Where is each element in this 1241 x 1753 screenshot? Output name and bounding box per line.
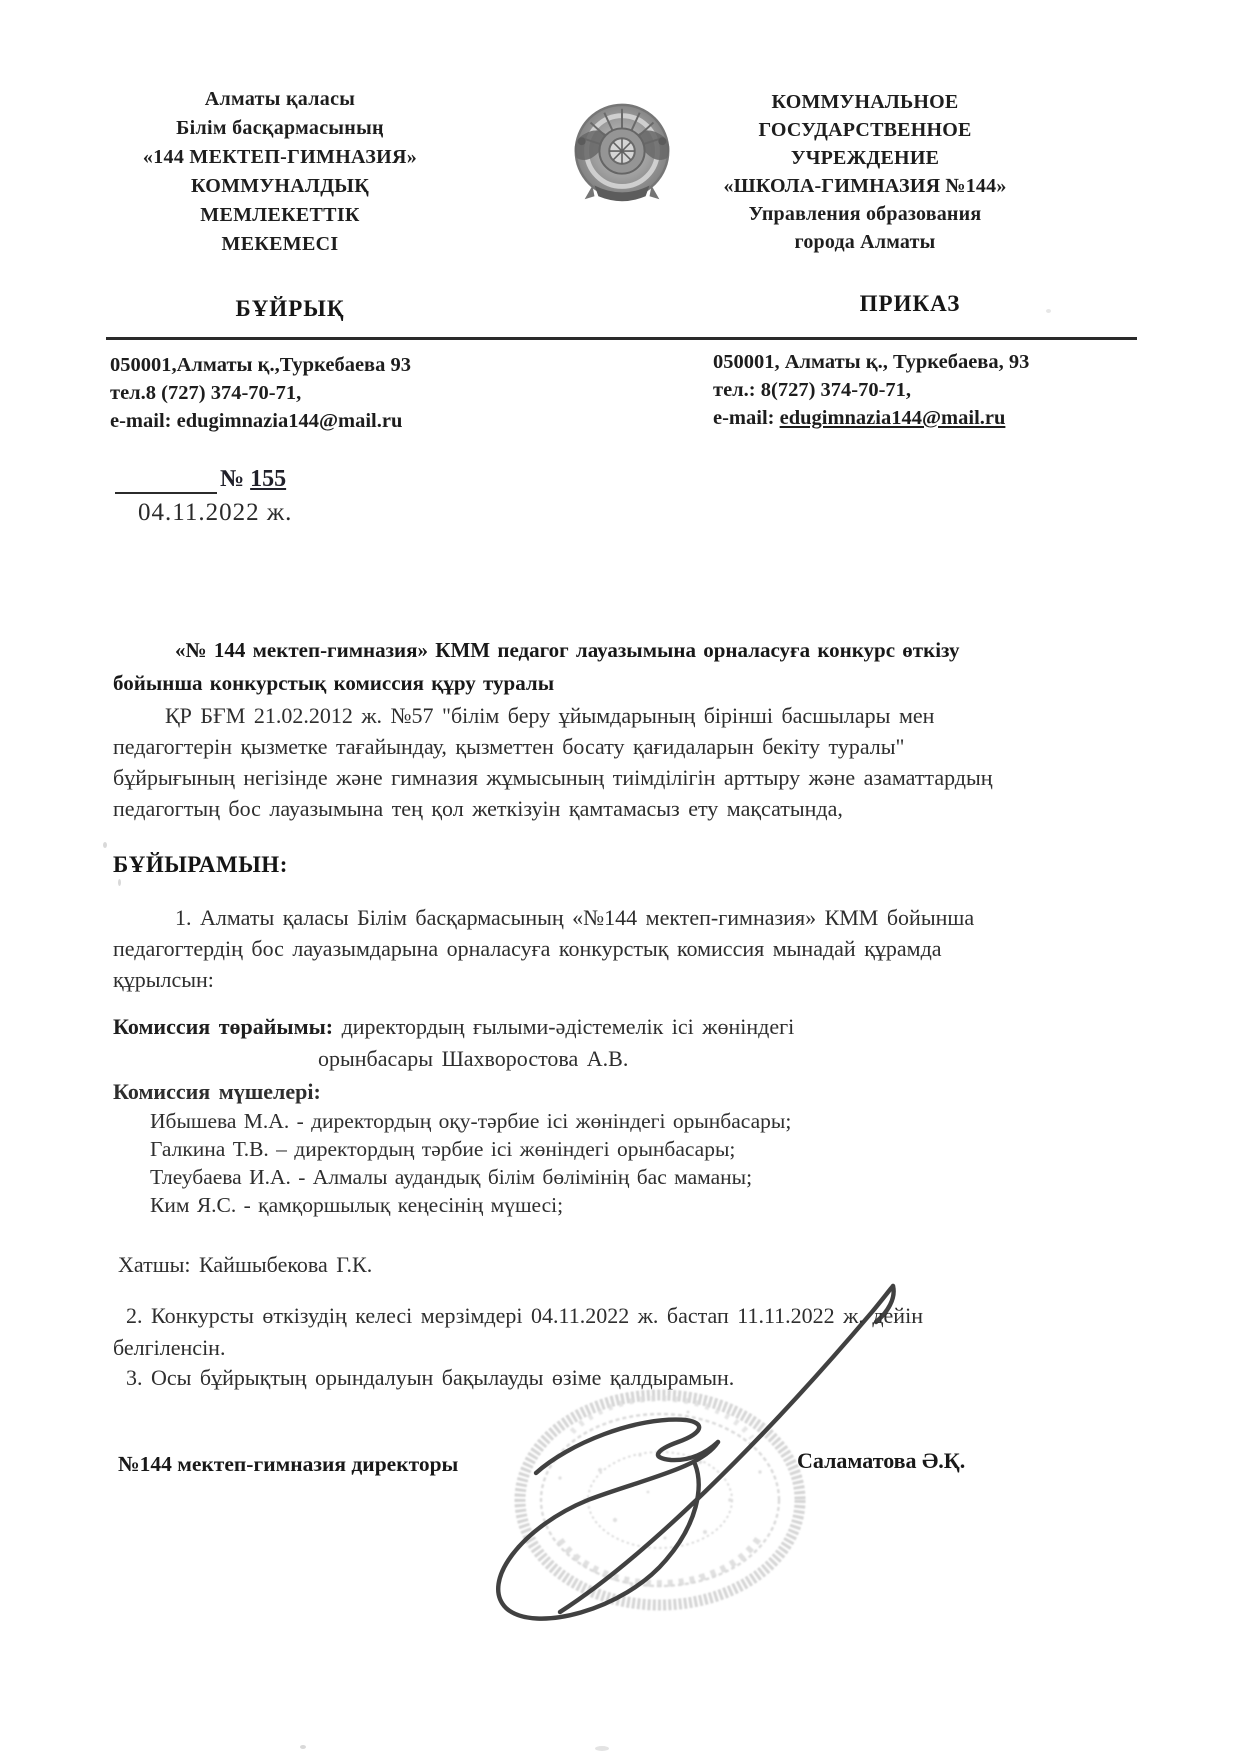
number-value: 155: [250, 466, 287, 492]
org-line: ГОСУДАРСТВЕННОЕ: [758, 119, 972, 141]
preamble-line: педагогтерін қызметке тағайындау, қызметтен босату қағидаларын бекіту туралы": [113, 734, 905, 759]
scan-artifact: [595, 1746, 609, 1751]
contact-line: 050001,Алматы қ.,Туркебаева 93: [110, 354, 411, 376]
contacts-russian: [713, 348, 1029, 432]
org-line: КОММУНАЛДЫҚ: [190, 175, 370, 197]
item2-line: 2. Конкурсты өткізудің келесі мерзімдері 04.11.2022 ж. бастап 11.11.2022 ж. дейін: [126, 1303, 923, 1328]
commission-members-label: Комиссия мүшелері:: [113, 1079, 321, 1104]
scan-artifact: [1046, 309, 1051, 313]
contacts-kazakh: [110, 351, 411, 435]
commission-member: Галкина Т.В. – директордың тәрбие ісі жөніндегі орынбасары;: [150, 1137, 736, 1161]
commission-member: Тлеубаева И.А. - Алмалы аудандық білім бөлімінің бас маманы;: [150, 1165, 753, 1189]
commission-chair-label: Комиссия төрайымы:: [113, 1014, 342, 1039]
contact-line: тел.: 8(727) 374-70-71,: [713, 379, 912, 401]
commission-member: Ибышева М.А. - директордың оқу-тәрбие ісі жөніндегі орынбасары;: [150, 1109, 792, 1133]
org-line: Білім басқармасының: [176, 117, 384, 139]
number-sign: №: [220, 466, 251, 492]
secretary-line: Хатшы: Кайшыбекова Г.К.: [118, 1252, 373, 1277]
preamble-line: ҚР БҒМ 21.02.2012 ж. №57 "білім беру ұйымдарының бірінші басшылары мен: [165, 703, 935, 728]
org-line: «ШКОЛА-ГИМНАЗИЯ №144»: [723, 175, 1007, 197]
email-address: edugimnazia144@mail.ru: [779, 407, 1006, 429]
resolve-word: БҰЙЫРАМЫН:: [113, 852, 288, 877]
kazakhstan-state-emblem-icon: [563, 94, 681, 216]
contact-line: e-mail: edugimnazia144@mail.ru: [110, 410, 403, 432]
commission-member: Ким Я.С. - қамқоршылық кеңесінің мүшесі;: [150, 1193, 564, 1217]
commission-chair-line: [113, 1014, 794, 1040]
scan-artifact: [300, 1745, 306, 1749]
org-line: МЕКЕМЕСІ: [221, 233, 339, 255]
commission-chair-name: орынбасары Шахворостова А.В.: [318, 1046, 629, 1071]
org-name-russian: [690, 88, 1040, 256]
contact-line-email: [713, 404, 1029, 432]
scan-artifact: [103, 842, 107, 848]
org-line: УЧРЕЖДЕНИЕ: [790, 147, 940, 169]
item1-line: педагогтердің бос лауазымдарына орналасуға конкурстық комиссия мынадай құрамда: [113, 936, 942, 961]
item1-line: 1. Алматы қаласы Білім басқармасының «№144 мектеп-гимназия» КММ бойынша: [175, 905, 975, 930]
handwritten-signature-icon: [498, 1286, 893, 1619]
org-line: КОММУНАЛЬНОЕ: [771, 91, 959, 113]
signature-role-label: №144 мектеп-гимназия директоры: [118, 1452, 459, 1476]
item1-line: құрылсын:: [113, 967, 214, 992]
doc-type-russian: ПРИКАЗ: [859, 291, 961, 316]
contact-line: 050001, Алматы қ., Туркебаева, 93: [713, 351, 1030, 373]
org-line: Управления образования: [748, 203, 982, 225]
item2-line: белгіленсін.: [113, 1335, 226, 1360]
org-line: «144 МЕКТЕП-ГИМНАЗИЯ»: [142, 146, 418, 168]
signature-name: Саламатова Ә.Қ.: [797, 1448, 966, 1473]
preamble-line: педагогтың бос лауазымына тең қол жеткізуін қамтамасыз ету мақсатында,: [113, 796, 843, 821]
number-blank-line: [115, 470, 217, 494]
order-number: [220, 466, 286, 493]
email-prefix: e-mail:: [713, 407, 780, 429]
order-date: 04.11.2022 ж.: [138, 499, 293, 526]
org-line: МЕМЛЕКЕТТІК: [200, 204, 360, 226]
order-title-line: бойынша конкурстық комиссия құру туралы: [113, 671, 555, 695]
order-title-line: «№ 144 мектеп-гимназия» КММ педагог лауазымына орналасуға конкурс өткізу: [175, 638, 960, 662]
commission-chair-text: директордың ғылыми-әдістемелік ісі жөніндегі: [341, 1014, 795, 1039]
org-line: города Алматы: [794, 231, 936, 253]
header-divider: [106, 337, 1137, 340]
org-name-kazakh: [110, 85, 450, 259]
contact-line: тел.8 (727) 374-70-71,: [110, 382, 302, 404]
org-line: Алматы қаласы: [204, 88, 356, 110]
scan-artifact: [118, 879, 121, 886]
item3-line: 3. Осы бұйрықтың орындалуын бақылауды өзіме қалдырамын.: [126, 1365, 735, 1390]
doc-type-kazakh: БҰЙРЫҚ: [235, 296, 345, 321]
preamble-line: бұйрығының негізінде және гимназия жұмысының тиімділігін арттыру және азаматтардың: [113, 765, 993, 790]
round-stamp-icon: [520, 1395, 800, 1605]
stamp-and-signature: [420, 1270, 1060, 1690]
